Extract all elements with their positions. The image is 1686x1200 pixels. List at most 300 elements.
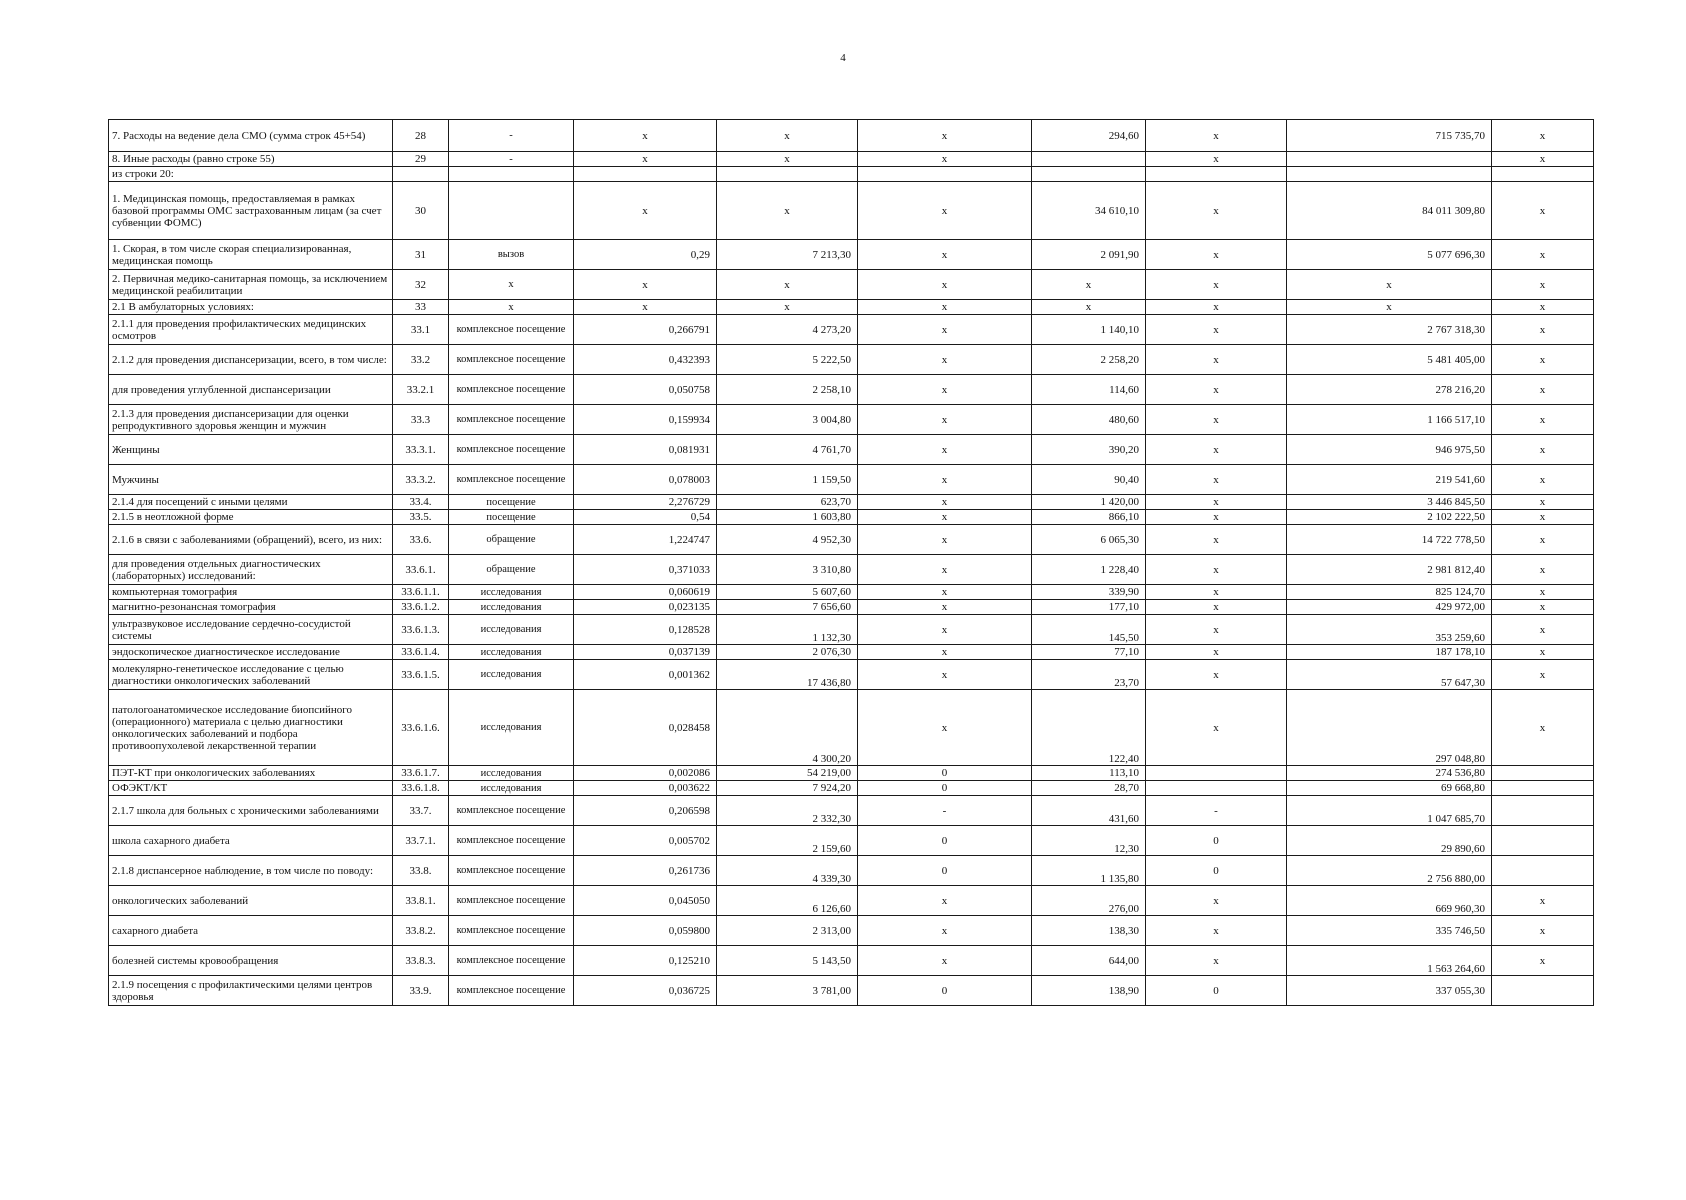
unit-cost-cell: 1 132,30 xyxy=(717,615,858,645)
row-name-cell: 7. Расходы на ведение дела СМО (сумма строк 45+54) xyxy=(109,120,393,152)
budget-per-capita-cell: x xyxy=(858,375,1032,405)
oms-per-capita-cell xyxy=(1032,152,1146,167)
share-cell: x xyxy=(1492,645,1594,660)
share-cell: x xyxy=(1492,916,1594,946)
row-name-cell: 2.1.6 в связи с заболеваниями (обращений), всего, из них: xyxy=(109,525,393,555)
share-cell: x xyxy=(1492,240,1594,270)
oms-total-cell: 2 767 318,30 xyxy=(1287,315,1492,345)
row-name-cell: 1. Скорая, в том числе скорая специализированная, медицинская помощь xyxy=(109,240,393,270)
row-unit-cell: комплексное посещение xyxy=(449,796,574,826)
row-name-cell: 2. Первичная медико-санитарная помощь, за исключением медицинской реабилитации xyxy=(109,270,393,300)
row-name-cell: из строки 20: xyxy=(109,167,393,182)
budget-total-cell: x xyxy=(1146,495,1287,510)
row-unit-cell: комплексное посещение xyxy=(449,375,574,405)
volume-per-person-cell: 1,224747 xyxy=(574,525,717,555)
budget-per-capita-cell: x xyxy=(858,120,1032,152)
budget-per-capita-cell xyxy=(858,167,1032,182)
table-row xyxy=(109,645,1594,660)
row-unit-cell: посещение xyxy=(449,495,574,510)
row-unit-cell: исследования xyxy=(449,585,574,600)
share-cell: x xyxy=(1492,152,1594,167)
row-code-cell: 33 xyxy=(393,300,449,315)
table-row xyxy=(109,345,1594,375)
oms-per-capita-cell: 90,40 xyxy=(1032,465,1146,495)
row-name-cell: 2.1.7 школа для больных с хроническими заболеваниями xyxy=(109,796,393,826)
unit-cost-cell: 17 436,80 xyxy=(717,660,858,690)
budget-per-capita-cell: x xyxy=(858,270,1032,300)
row-code-cell: 33.7. xyxy=(393,796,449,826)
unit-cost-cell: x xyxy=(717,300,858,315)
table-row xyxy=(109,315,1594,345)
table-row xyxy=(109,495,1594,510)
budget-total-cell: 0 xyxy=(1146,856,1287,886)
oms-total-cell: 335 746,50 xyxy=(1287,916,1492,946)
share-cell: x xyxy=(1492,555,1594,585)
oms-per-capita-cell: x xyxy=(1032,300,1146,315)
volume-per-person-cell: 0,432393 xyxy=(574,345,717,375)
oms-total-cell: 69 668,80 xyxy=(1287,781,1492,796)
row-code-cell: 29 xyxy=(393,152,449,167)
row-name-cell: молекулярно-генетическое исследование с целью диагностики онкологических заболеваний xyxy=(109,660,393,690)
row-name-cell: ультразвуковое исследование сердечно-сосудистой системы xyxy=(109,615,393,645)
budget-total-cell: x xyxy=(1146,510,1287,525)
volume-per-person-cell: 0,037139 xyxy=(574,645,717,660)
row-unit-cell: вызов xyxy=(449,240,574,270)
row-code-cell: 33.6.1.6. xyxy=(393,690,449,766)
share-cell: x xyxy=(1492,435,1594,465)
oms-total-cell: 1 166 517,10 xyxy=(1287,405,1492,435)
row-name-cell: ПЭТ-КТ при онкологических заболеваниях xyxy=(109,766,393,781)
oms-per-capita-cell: 122,40 xyxy=(1032,690,1146,766)
budget-per-capita-cell: x xyxy=(858,510,1032,525)
budget-total-cell: x xyxy=(1146,916,1287,946)
table-row xyxy=(109,465,1594,495)
financial-table xyxy=(108,119,1594,1006)
volume-per-person-cell: 0,045050 xyxy=(574,886,717,916)
oms-per-capita-cell: 28,70 xyxy=(1032,781,1146,796)
budget-per-capita-cell: x xyxy=(858,152,1032,167)
unit-cost-cell: 4 761,70 xyxy=(717,435,858,465)
table-row xyxy=(109,555,1594,585)
budget-total-cell: x xyxy=(1146,405,1287,435)
table-row xyxy=(109,405,1594,435)
oms-per-capita-cell: 2 091,90 xyxy=(1032,240,1146,270)
oms-total-cell xyxy=(1287,152,1492,167)
table-row xyxy=(109,300,1594,315)
oms-per-capita-cell: 866,10 xyxy=(1032,510,1146,525)
volume-per-person-cell: 0,081931 xyxy=(574,435,717,465)
row-code-cell: 32 xyxy=(393,270,449,300)
row-name-cell: 2.1.9 посещения с профилактическими целями центров здоровья xyxy=(109,976,393,1006)
oms-per-capita-cell: 1 420,00 xyxy=(1032,495,1146,510)
share-cell: x xyxy=(1492,510,1594,525)
row-code-cell: 30 xyxy=(393,182,449,240)
oms-per-capita-cell: 114,60 xyxy=(1032,375,1146,405)
budget-per-capita-cell: x xyxy=(858,916,1032,946)
budget-per-capita-cell: - xyxy=(858,796,1032,826)
unit-cost-cell: 5 607,60 xyxy=(717,585,858,600)
volume-per-person-cell: 0,125210 xyxy=(574,946,717,976)
share-cell xyxy=(1492,781,1594,796)
row-code-cell: 28 xyxy=(393,120,449,152)
row-unit-cell: комплексное посещение xyxy=(449,886,574,916)
row-name-cell: для проведения отдельных диагностических (лабораторных) исследований: xyxy=(109,555,393,585)
unit-cost-cell: 2 076,30 xyxy=(717,645,858,660)
row-name-cell: эндоскопическое диагностическое исследование xyxy=(109,645,393,660)
budget-total-cell: 0 xyxy=(1146,826,1287,856)
unit-cost-cell: 7 213,30 xyxy=(717,240,858,270)
oms-per-capita-cell: 2 258,20 xyxy=(1032,345,1146,375)
volume-per-person-cell: 0,54 xyxy=(574,510,717,525)
oms-per-capita-cell: x xyxy=(1032,270,1146,300)
row-unit-cell xyxy=(449,167,574,182)
budget-total-cell: 0 xyxy=(1146,976,1287,1006)
budget-total-cell: x xyxy=(1146,182,1287,240)
volume-per-person-cell: x xyxy=(574,300,717,315)
oms-per-capita-cell: 138,30 xyxy=(1032,916,1146,946)
row-code-cell: 33.8.1. xyxy=(393,886,449,916)
row-unit-cell: комплексное посещение xyxy=(449,405,574,435)
unit-cost-cell: x xyxy=(717,120,858,152)
oms-per-capita-cell: 644,00 xyxy=(1032,946,1146,976)
table-row xyxy=(109,375,1594,405)
budget-per-capita-cell: x xyxy=(858,946,1032,976)
table-row xyxy=(109,435,1594,465)
oms-per-capita-cell: 1 140,10 xyxy=(1032,315,1146,345)
table-row xyxy=(109,240,1594,270)
row-code-cell: 33.6.1.1. xyxy=(393,585,449,600)
volume-per-person-cell: 0,059800 xyxy=(574,916,717,946)
oms-total-cell: 715 735,70 xyxy=(1287,120,1492,152)
row-unit-cell: комплексное посещение xyxy=(449,465,574,495)
volume-per-person-cell: 2,276729 xyxy=(574,495,717,510)
table-row xyxy=(109,525,1594,555)
oms-total-cell: 5 077 696,30 xyxy=(1287,240,1492,270)
volume-per-person-cell: 0,128528 xyxy=(574,615,717,645)
budget-total-cell: x xyxy=(1146,435,1287,465)
budget-per-capita-cell: 0 xyxy=(858,976,1032,1006)
budget-per-capita-cell: x xyxy=(858,240,1032,270)
oms-per-capita-cell xyxy=(1032,167,1146,182)
share-cell: x xyxy=(1492,300,1594,315)
oms-total-cell: 1 563 264,60 xyxy=(1287,946,1492,976)
share-cell: x xyxy=(1492,345,1594,375)
oms-per-capita-cell: 1 228,40 xyxy=(1032,555,1146,585)
share-cell: x xyxy=(1492,886,1594,916)
unit-cost-cell: 54 219,00 xyxy=(717,766,858,781)
budget-total-cell: x xyxy=(1146,120,1287,152)
volume-per-person-cell: 0,001362 xyxy=(574,660,717,690)
oms-total-cell xyxy=(1287,167,1492,182)
row-unit-cell: - xyxy=(449,152,574,167)
volume-per-person-cell: 0,206598 xyxy=(574,796,717,826)
table-body xyxy=(109,120,1594,1006)
volume-per-person-cell: 0,036725 xyxy=(574,976,717,1006)
row-name-cell: 2.1.4 для посещений с иными целями xyxy=(109,495,393,510)
budget-per-capita-cell: x xyxy=(858,600,1032,615)
share-cell: x xyxy=(1492,495,1594,510)
table-row xyxy=(109,766,1594,781)
unit-cost-cell: 2 332,30 xyxy=(717,796,858,826)
budget-total-cell: x xyxy=(1146,946,1287,976)
share-cell: x xyxy=(1492,375,1594,405)
oms-per-capita-cell: 6 065,30 xyxy=(1032,525,1146,555)
row-name-cell: 1. Медицинская помощь, предоставляемая в рамках базовой программы ОМС застрахованным лицам (за счет субвенции ФОМС) xyxy=(109,182,393,240)
row-name-cell: компьютерная томография xyxy=(109,585,393,600)
oms-total-cell: 2 756 880,00 xyxy=(1287,856,1492,886)
volume-per-person-cell: 0,023135 xyxy=(574,600,717,615)
row-unit-cell: исследования xyxy=(449,766,574,781)
row-unit-cell: комплексное посещение xyxy=(449,345,574,375)
oms-total-cell: 29 890,60 xyxy=(1287,826,1492,856)
row-code-cell: 33.2.1 xyxy=(393,375,449,405)
row-unit-cell: x xyxy=(449,270,574,300)
volume-per-person-cell: 0,028458 xyxy=(574,690,717,766)
row-code-cell: 33.6.1.7. xyxy=(393,766,449,781)
budget-total-cell: x xyxy=(1146,525,1287,555)
oms-per-capita-cell: 138,90 xyxy=(1032,976,1146,1006)
oms-total-cell: 57 647,30 xyxy=(1287,660,1492,690)
budget-total-cell xyxy=(1146,781,1287,796)
budget-per-capita-cell: x xyxy=(858,435,1032,465)
volume-per-person-cell: x xyxy=(574,120,717,152)
budget-per-capita-cell: x xyxy=(858,495,1032,510)
oms-per-capita-cell: 1 135,80 xyxy=(1032,856,1146,886)
row-name-cell: сахарного диабета xyxy=(109,916,393,946)
table-row xyxy=(109,886,1594,916)
unit-cost-cell: 2 159,60 xyxy=(717,826,858,856)
page-number: 4 xyxy=(840,52,846,64)
oms-total-cell: 84 011 309,80 xyxy=(1287,182,1492,240)
volume-per-person-cell xyxy=(574,167,717,182)
budget-total-cell: x xyxy=(1146,555,1287,585)
oms-total-cell: 429 972,00 xyxy=(1287,600,1492,615)
row-code-cell: 33.6.1. xyxy=(393,555,449,585)
row-unit-cell: исследования xyxy=(449,600,574,615)
share-cell xyxy=(1492,167,1594,182)
volume-per-person-cell: 0,050758 xyxy=(574,375,717,405)
share-cell: x xyxy=(1492,405,1594,435)
budget-per-capita-cell: 0 xyxy=(858,781,1032,796)
volume-per-person-cell: x xyxy=(574,152,717,167)
table-row xyxy=(109,946,1594,976)
volume-per-person-cell: 0,261736 xyxy=(574,856,717,886)
row-name-cell: 2.1.1 для проведения профилактических медицинских осмотров xyxy=(109,315,393,345)
table-row xyxy=(109,615,1594,645)
volume-per-person-cell: 0,005702 xyxy=(574,826,717,856)
budget-per-capita-cell: x xyxy=(858,405,1032,435)
share-cell xyxy=(1492,976,1594,1006)
oms-total-cell: 669 960,30 xyxy=(1287,886,1492,916)
oms-per-capita-cell: 34 610,10 xyxy=(1032,182,1146,240)
oms-per-capita-cell: 431,60 xyxy=(1032,796,1146,826)
volume-per-person-cell: x xyxy=(574,182,717,240)
row-unit-cell: исследования xyxy=(449,781,574,796)
budget-total-cell xyxy=(1146,167,1287,182)
row-unit-cell: комплексное посещение xyxy=(449,435,574,465)
row-code-cell: 33.6.1.5. xyxy=(393,660,449,690)
budget-per-capita-cell: 0 xyxy=(858,826,1032,856)
budget-per-capita-cell: x xyxy=(858,525,1032,555)
oms-total-cell: x xyxy=(1287,300,1492,315)
row-code-cell: 33.8.2. xyxy=(393,916,449,946)
row-name-cell: Женщины xyxy=(109,435,393,465)
row-name-cell: болезней системы кровообращения xyxy=(109,946,393,976)
oms-total-cell: 187 178,10 xyxy=(1287,645,1492,660)
budget-per-capita-cell: 0 xyxy=(858,856,1032,886)
row-code-cell: 33.8.3. xyxy=(393,946,449,976)
table-row xyxy=(109,781,1594,796)
row-code-cell: 33.3.2. xyxy=(393,465,449,495)
volume-per-person-cell: 0,159934 xyxy=(574,405,717,435)
row-name-cell: 2.1.2 для проведения диспансеризации, всего, в том числе: xyxy=(109,345,393,375)
table-row xyxy=(109,976,1594,1006)
budget-total-cell: x xyxy=(1146,585,1287,600)
table-row xyxy=(109,600,1594,615)
budget-total-cell: x xyxy=(1146,270,1287,300)
budget-total-cell: x xyxy=(1146,240,1287,270)
budget-per-capita-cell: x xyxy=(858,465,1032,495)
row-unit-cell: обращение xyxy=(449,555,574,585)
budget-total-cell: x xyxy=(1146,690,1287,766)
row-unit-cell: обращение xyxy=(449,525,574,555)
oms-total-cell: 2 981 812,40 xyxy=(1287,555,1492,585)
unit-cost-cell: 3 004,80 xyxy=(717,405,858,435)
row-unit-cell: комплексное посещение xyxy=(449,826,574,856)
row-code-cell: 33.3 xyxy=(393,405,449,435)
row-unit-cell: x xyxy=(449,300,574,315)
oms-total-cell: 825 124,70 xyxy=(1287,585,1492,600)
row-name-cell: 2.1.5 в неотложной форме xyxy=(109,510,393,525)
row-name-cell: магнитно-резонансная томография xyxy=(109,600,393,615)
oms-per-capita-cell: 177,10 xyxy=(1032,600,1146,615)
budget-total-cell: x xyxy=(1146,465,1287,495)
volume-per-person-cell: 0,078003 xyxy=(574,465,717,495)
row-code-cell: 33.6.1.4. xyxy=(393,645,449,660)
unit-cost-cell: 3 781,00 xyxy=(717,976,858,1006)
row-name-cell: 2.1.3 для проведения диспансеризации для оценки репродуктивного здоровья женщин и мужчин xyxy=(109,405,393,435)
table-row xyxy=(109,167,1594,182)
volume-per-person-cell: 0,29 xyxy=(574,240,717,270)
row-code-cell: 33.6.1.8. xyxy=(393,781,449,796)
row-name-cell: для проведения углубленной диспансеризации xyxy=(109,375,393,405)
oms-per-capita-cell: 145,50 xyxy=(1032,615,1146,645)
table-row xyxy=(109,152,1594,167)
budget-per-capita-cell: x xyxy=(858,585,1032,600)
oms-per-capita-cell: 390,20 xyxy=(1032,435,1146,465)
budget-total-cell: x xyxy=(1146,600,1287,615)
row-name-cell: ОФЭКТ/КТ xyxy=(109,781,393,796)
table-row xyxy=(109,585,1594,600)
row-code-cell: 33.5. xyxy=(393,510,449,525)
budget-total-cell: x xyxy=(1146,375,1287,405)
unit-cost-cell: 623,70 xyxy=(717,495,858,510)
row-code-cell: 33.8. xyxy=(393,856,449,886)
budget-per-capita-cell: x xyxy=(858,615,1032,645)
oms-per-capita-cell: 480,60 xyxy=(1032,405,1146,435)
budget-total-cell: x xyxy=(1146,315,1287,345)
row-unit-cell: комплексное посещение xyxy=(449,315,574,345)
share-cell: x xyxy=(1492,465,1594,495)
budget-per-capita-cell: x xyxy=(858,660,1032,690)
oms-per-capita-cell: 113,10 xyxy=(1032,766,1146,781)
budget-total-cell: x xyxy=(1146,615,1287,645)
budget-total-cell: x xyxy=(1146,660,1287,690)
share-cell: x xyxy=(1492,660,1594,690)
budget-per-capita-cell: x xyxy=(858,555,1032,585)
table-row xyxy=(109,270,1594,300)
unit-cost-cell: x xyxy=(717,152,858,167)
row-unit-cell: комплексное посещение xyxy=(449,856,574,886)
row-name-cell: онкологических заболеваний xyxy=(109,886,393,916)
budget-total-cell: x xyxy=(1146,886,1287,916)
unit-cost-cell: 4 952,30 xyxy=(717,525,858,555)
share-cell xyxy=(1492,856,1594,886)
unit-cost-cell: 3 310,80 xyxy=(717,555,858,585)
share-cell xyxy=(1492,766,1594,781)
volume-per-person-cell: x xyxy=(574,270,717,300)
oms-total-cell: 297 048,80 xyxy=(1287,690,1492,766)
row-unit-cell: исследования xyxy=(449,660,574,690)
row-unit-cell: исследования xyxy=(449,690,574,766)
unit-cost-cell xyxy=(717,167,858,182)
budget-total-cell: x xyxy=(1146,345,1287,375)
table-row xyxy=(109,660,1594,690)
oms-per-capita-cell: 339,90 xyxy=(1032,585,1146,600)
unit-cost-cell: 5 143,50 xyxy=(717,946,858,976)
budget-total-cell: x xyxy=(1146,645,1287,660)
oms-per-capita-cell: 276,00 xyxy=(1032,886,1146,916)
share-cell: x xyxy=(1492,946,1594,976)
share-cell: x xyxy=(1492,120,1594,152)
unit-cost-cell: 2 313,00 xyxy=(717,916,858,946)
row-unit-cell: комплексное посещение xyxy=(449,916,574,946)
table-row xyxy=(109,856,1594,886)
row-name-cell: Мужчины xyxy=(109,465,393,495)
row-unit-cell: комплексное посещение xyxy=(449,976,574,1006)
oms-per-capita-cell: 23,70 xyxy=(1032,660,1146,690)
row-unit-cell: посещение xyxy=(449,510,574,525)
row-name-cell: патологоанатомическое исследование биопсийного (операционного) материала с целью диагностики онкологических заболеваний и подбора противоопухолевой лекарственной терапии xyxy=(109,690,393,766)
unit-cost-cell: 5 222,50 xyxy=(717,345,858,375)
budget-per-capita-cell: x xyxy=(858,300,1032,315)
volume-per-person-cell: 0,266791 xyxy=(574,315,717,345)
unit-cost-cell: 2 258,10 xyxy=(717,375,858,405)
unit-cost-cell: 7 656,60 xyxy=(717,600,858,615)
share-cell xyxy=(1492,796,1594,826)
unit-cost-cell: 4 339,30 xyxy=(717,856,858,886)
unit-cost-cell: 4 300,20 xyxy=(717,690,858,766)
oms-per-capita-cell: 77,10 xyxy=(1032,645,1146,660)
unit-cost-cell: 7 924,20 xyxy=(717,781,858,796)
table-row xyxy=(109,182,1594,240)
row-unit-cell: комплексное посещение xyxy=(449,946,574,976)
table-row xyxy=(109,796,1594,826)
table-row xyxy=(109,916,1594,946)
volume-per-person-cell: 0,002086 xyxy=(574,766,717,781)
row-code-cell xyxy=(393,167,449,182)
share-cell: x xyxy=(1492,615,1594,645)
unit-cost-cell: 4 273,20 xyxy=(717,315,858,345)
budget-per-capita-cell: x xyxy=(858,645,1032,660)
unit-cost-cell: 6 126,60 xyxy=(717,886,858,916)
budget-total-cell: - xyxy=(1146,796,1287,826)
oms-total-cell: 219 541,60 xyxy=(1287,465,1492,495)
share-cell: x xyxy=(1492,182,1594,240)
row-code-cell: 33.1 xyxy=(393,315,449,345)
oms-per-capita-cell: 12,30 xyxy=(1032,826,1146,856)
share-cell: x xyxy=(1492,315,1594,345)
